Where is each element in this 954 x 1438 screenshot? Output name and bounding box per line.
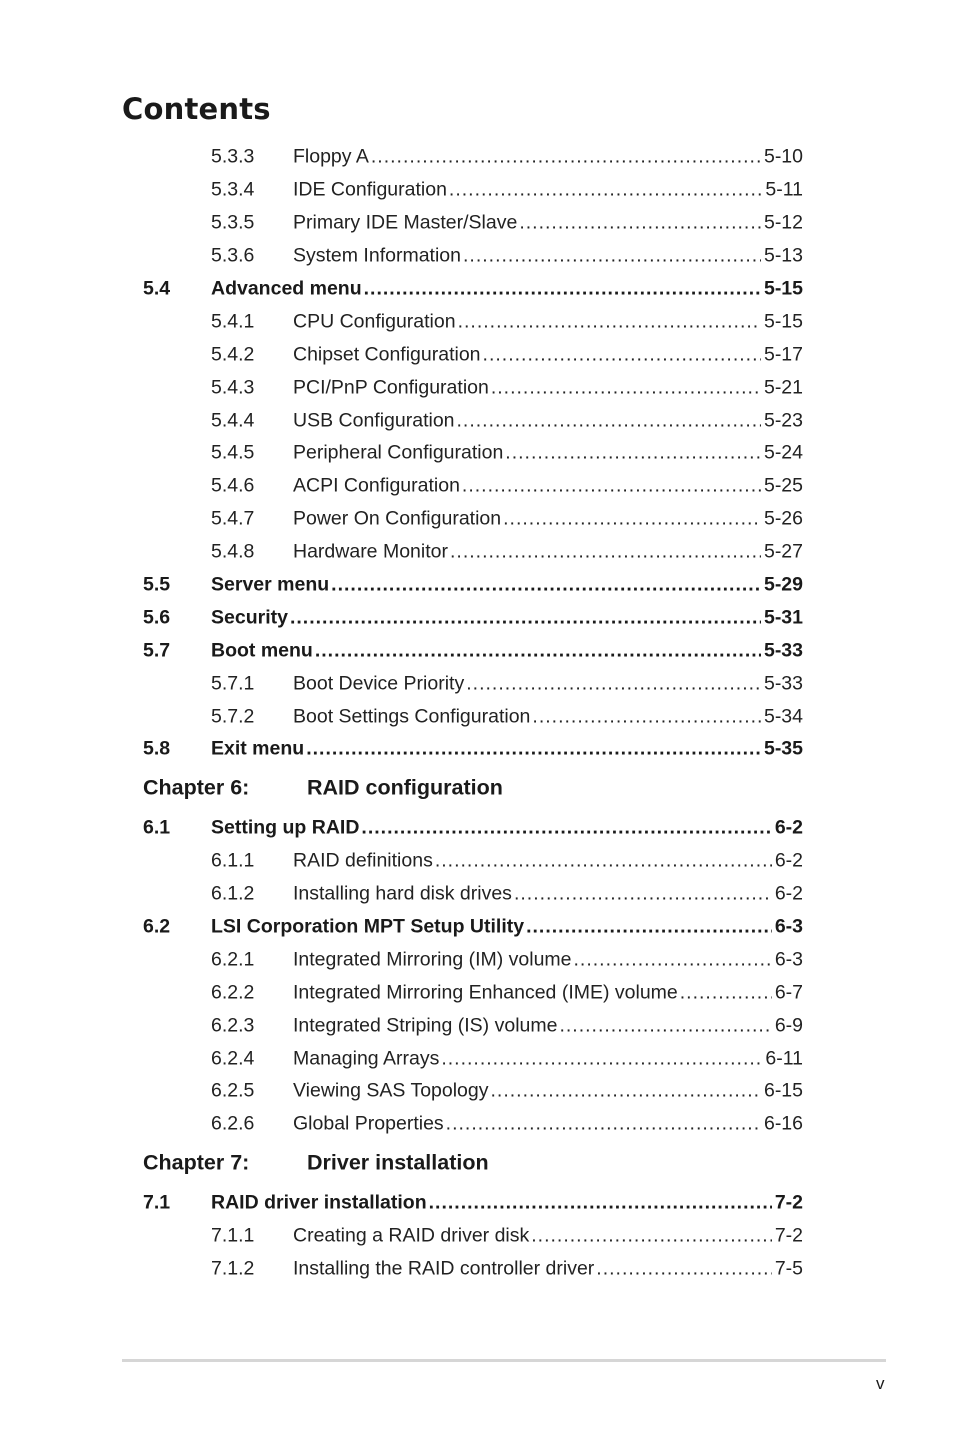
- dot-leader: [596, 1258, 772, 1281]
- dot-leader: [371, 146, 761, 169]
- toc-section-entry[interactable]: [0, 812, 954, 845]
- entry-label: ACPI Configuration: [293, 474, 460, 497]
- entry-page-number: 6-2: [774, 882, 803, 905]
- toc-section-entry[interactable]: [0, 273, 954, 306]
- entry-line: [293, 1047, 803, 1070]
- entry-page-number: 5-27: [763, 540, 803, 563]
- entry-label: RAID definitions: [293, 849, 433, 872]
- chapter-title: Driver installation: [307, 1150, 489, 1175]
- entry-page-number: 5-26: [763, 507, 803, 530]
- toc-subsection-entry[interactable]: [0, 404, 954, 437]
- toc-section-entry[interactable]: [0, 601, 954, 634]
- entry-page-number: 6-2: [774, 849, 803, 872]
- entry-label: Boot menu: [211, 639, 313, 662]
- entry-number: 5.4: [143, 277, 171, 300]
- entry-line: [211, 278, 803, 301]
- entry-label: Boot Device Priority: [293, 672, 465, 695]
- dot-leader: [458, 310, 761, 333]
- entry-number: 5.4.5: [211, 441, 255, 464]
- dot-leader: [519, 212, 761, 235]
- entry-page-number: 5-35: [763, 737, 803, 760]
- entry-label: LSI Corporation MPT Setup Utility: [211, 915, 525, 938]
- entry-number: 6.2.2: [211, 981, 255, 1004]
- entry-number: 5.3.6: [211, 244, 255, 267]
- entry-line: [293, 376, 803, 399]
- dot-leader: [503, 508, 761, 531]
- entry-label: Exit menu: [211, 737, 305, 760]
- entry-page-number: 5-23: [763, 409, 803, 432]
- toc-subsection-entry[interactable]: [0, 1220, 954, 1253]
- entry-page-number: 5-15: [763, 277, 803, 300]
- toc-subsection-entry[interactable]: [0, 1108, 954, 1141]
- entry-line: [293, 1225, 803, 1248]
- table-of-contents: [0, 141, 954, 1286]
- toc-subsection-entry[interactable]: [0, 305, 954, 338]
- entry-line: [211, 606, 803, 629]
- dot-leader: [457, 409, 761, 432]
- entry-page-number: 5-34: [763, 705, 803, 728]
- entry-label: Server menu: [211, 573, 330, 596]
- entry-page-number: 5-17: [763, 343, 803, 366]
- entry-line: [211, 817, 803, 840]
- entry-number: 6.1.1: [211, 849, 255, 872]
- entry-line: [211, 916, 803, 939]
- entry-line: [293, 1113, 803, 1136]
- entry-label: Boot Settings Configuration: [293, 705, 531, 728]
- dot-leader: [435, 850, 772, 873]
- entry-label: PCI/PnP Configuration: [293, 376, 489, 399]
- entry-number: 6.1: [143, 816, 171, 839]
- entry-page-number: 5-13: [763, 244, 803, 267]
- entry-page-number: 5-29: [763, 573, 803, 596]
- entry-label: Integrated Mirroring (IM) volume: [293, 948, 572, 971]
- entry-line: [293, 310, 803, 333]
- entry-label: Security: [211, 606, 288, 629]
- dot-leader: [505, 442, 761, 465]
- dot-leader: [491, 376, 761, 399]
- toc-subsection-entry[interactable]: [0, 536, 954, 569]
- toc-subsection-entry[interactable]: [0, 437, 954, 470]
- entry-number: 5.4.1: [211, 310, 255, 333]
- entry-number: 5.7.1: [211, 672, 255, 695]
- dot-leader: [315, 639, 761, 662]
- entry-page-number: 5-33: [763, 639, 803, 662]
- entry-line: [293, 508, 803, 531]
- entry-line: [293, 541, 803, 564]
- chapter-label: Chapter 6:: [143, 775, 250, 800]
- entry-label: Viewing SAS Topology: [293, 1079, 489, 1102]
- chapter-heading: [0, 1141, 954, 1187]
- toc-section-entry[interactable]: [0, 634, 954, 667]
- entry-label: Integrated Striping (IS) volume: [293, 1014, 558, 1037]
- entry-label: Installing hard disk drives: [293, 882, 512, 905]
- toc-subsection-entry[interactable]: [0, 174, 954, 207]
- entry-number: 5.3.4: [211, 178, 255, 201]
- entry-number: 6.2.1: [211, 948, 255, 971]
- toc-subsection-entry[interactable]: [0, 338, 954, 371]
- dot-leader: [483, 343, 761, 366]
- dot-leader: [306, 738, 761, 761]
- entry-label: Managing Arrays: [293, 1047, 440, 1070]
- entry-number: 5.6: [143, 606, 171, 629]
- entry-label: Global Properties: [293, 1112, 444, 1135]
- entry-label: Primary IDE Master/Slave: [293, 211, 518, 234]
- toc-subsection-entry[interactable]: [0, 1042, 954, 1075]
- entry-line: [293, 146, 803, 169]
- entry-number: 6.2.5: [211, 1079, 255, 1102]
- entry-page-number: 5-15: [763, 310, 803, 333]
- entry-page-number: 5-11: [765, 178, 803, 201]
- entry-number: 5.7: [143, 639, 171, 662]
- entry-page-number: 6-3: [774, 915, 803, 938]
- dot-leader: [331, 574, 761, 597]
- entry-line: [293, 442, 803, 465]
- dot-leader: [441, 1047, 762, 1070]
- toc-subsection-entry[interactable]: [0, 240, 954, 273]
- dot-leader: [361, 817, 771, 840]
- footer-divider: [122, 1359, 886, 1362]
- entry-page-number: 6-15: [763, 1079, 803, 1102]
- entry-page-number: 5-10: [763, 145, 803, 168]
- entry-line: [293, 1014, 803, 1037]
- entry-line: [293, 179, 803, 202]
- entry-line: [211, 574, 803, 597]
- entry-label: Chipset Configuration: [293, 343, 481, 366]
- chapter-label: Chapter 7:: [143, 1150, 250, 1175]
- entry-line: [293, 850, 803, 873]
- entry-number: 7.1: [143, 1191, 171, 1214]
- entry-page-number: 5-12: [763, 211, 803, 234]
- entry-number: 5.3.3: [211, 145, 255, 168]
- dot-leader: [446, 1113, 761, 1136]
- entry-number: 5.7.2: [211, 705, 255, 728]
- dot-leader: [680, 981, 772, 1004]
- entry-line: [293, 409, 803, 432]
- toc-subsection-entry[interactable]: [0, 470, 954, 503]
- entry-label: System Information: [293, 244, 461, 267]
- entry-number: 5.4.4: [211, 409, 255, 432]
- entry-page-number: 5-21: [763, 376, 803, 399]
- chapter-title: RAID configuration: [307, 775, 503, 800]
- entry-line: [211, 738, 803, 761]
- dot-leader: [574, 948, 772, 971]
- entry-label: Installing the RAID controller driver: [293, 1257, 595, 1280]
- entry-line: [293, 883, 803, 906]
- entry-number: 6.2.3: [211, 1014, 255, 1037]
- toc-subsection-entry[interactable]: [0, 667, 954, 700]
- dot-leader: [450, 541, 761, 564]
- entry-number: 6.2.6: [211, 1112, 255, 1135]
- toc-subsection-entry[interactable]: [0, 1009, 954, 1042]
- entry-label: Peripheral Configuration: [293, 441, 504, 464]
- entry-number: 6.1.2: [211, 882, 255, 905]
- chapter-heading: [0, 766, 954, 812]
- entry-line: [293, 245, 803, 268]
- toc-subsection-entry[interactable]: [0, 1075, 954, 1108]
- entry-number: 7.1.1: [211, 1224, 255, 1247]
- entry-page-number: 6-3: [774, 948, 803, 971]
- entry-page-number: 6-16: [763, 1112, 803, 1135]
- entry-page-number: 5-25: [763, 474, 803, 497]
- entry-number: 5.4.8: [211, 540, 255, 563]
- entry-line: [293, 1258, 803, 1281]
- entry-line: [293, 705, 803, 728]
- entry-line: [211, 639, 803, 662]
- dot-leader: [532, 705, 761, 728]
- entry-label: Integrated Mirroring Enhanced (IME) volume: [293, 981, 678, 1004]
- dot-leader: [290, 606, 761, 629]
- entry-label: USB Configuration: [293, 409, 455, 432]
- dot-leader: [491, 1080, 761, 1103]
- entry-page-number: 6-7: [774, 981, 803, 1004]
- dot-leader: [463, 245, 761, 268]
- entry-line: [293, 475, 803, 498]
- entry-number: 5.3.5: [211, 211, 255, 234]
- entry-page-number: 7-2: [774, 1191, 803, 1214]
- entry-label: Setting up RAID: [211, 816, 360, 839]
- toc-subsection-entry[interactable]: [0, 141, 954, 174]
- toc-subsection-entry[interactable]: [0, 845, 954, 878]
- entry-page-number: 6-11: [765, 1047, 803, 1070]
- entry-page-number: 7-5: [774, 1257, 803, 1280]
- entry-label: CPU Configuration: [293, 310, 456, 333]
- entry-line: [293, 1080, 803, 1103]
- entry-number: 5.8: [143, 737, 171, 760]
- entry-page-number: 6-9: [774, 1014, 803, 1037]
- entry-line: [293, 343, 803, 366]
- entry-number: 5.5: [143, 573, 171, 596]
- entry-line: [293, 212, 803, 235]
- dot-leader: [466, 672, 761, 695]
- entry-page-number: 5-33: [763, 672, 803, 695]
- entry-label: Floppy A: [293, 145, 369, 168]
- toc-subsection-entry[interactable]: [0, 207, 954, 240]
- toc-subsection-entry[interactable]: [0, 976, 954, 1009]
- entry-number: 5.4.3: [211, 376, 255, 399]
- page-title: Contents: [122, 92, 271, 126]
- dot-leader: [526, 916, 772, 939]
- entry-line: [293, 672, 803, 695]
- dot-leader: [514, 883, 772, 906]
- entry-number: 5.4.6: [211, 474, 255, 497]
- dot-leader: [449, 179, 762, 202]
- toc-subsection-entry[interactable]: [0, 1253, 954, 1286]
- toc-section-entry[interactable]: [0, 733, 954, 766]
- dot-leader: [559, 1014, 771, 1037]
- toc-section-entry[interactable]: [0, 1187, 954, 1220]
- entry-label: Creating a RAID driver disk: [293, 1224, 530, 1247]
- entry-label: Power On Configuration: [293, 507, 502, 530]
- toc-section-entry[interactable]: [0, 569, 954, 602]
- entry-number: 7.1.2: [211, 1257, 255, 1280]
- entry-line: [293, 981, 803, 1004]
- entry-label: RAID driver installation: [211, 1191, 427, 1214]
- entry-page-number: 5-31: [763, 606, 803, 629]
- toc-subsection-entry[interactable]: [0, 503, 954, 536]
- toc-subsection-entry[interactable]: [0, 371, 954, 404]
- entry-page-number: 5-24: [763, 441, 803, 464]
- entry-number: 6.2: [143, 915, 171, 938]
- entry-page-number: 6-2: [774, 816, 803, 839]
- dot-leader: [462, 475, 761, 498]
- page-number: v: [876, 1374, 885, 1393]
- dot-leader: [531, 1225, 772, 1248]
- entry-number: 6.2.4: [211, 1047, 255, 1070]
- dot-leader: [364, 278, 761, 301]
- toc-subsection-entry[interactable]: [0, 943, 954, 976]
- dot-leader: [429, 1192, 772, 1215]
- toc-subsection-entry[interactable]: [0, 878, 954, 911]
- toc-subsection-entry[interactable]: [0, 700, 954, 733]
- entry-page-number: 7-2: [774, 1224, 803, 1247]
- entry-label: Advanced menu: [211, 277, 362, 300]
- entry-label: IDE Configuration: [293, 178, 447, 201]
- entry-number: 5.4.7: [211, 507, 255, 530]
- entry-number: 5.4.2: [211, 343, 255, 366]
- entry-label: Hardware Monitor: [293, 540, 448, 563]
- entry-line: [293, 948, 803, 971]
- entry-line: [211, 1192, 803, 1215]
- toc-section-entry[interactable]: [0, 911, 954, 944]
